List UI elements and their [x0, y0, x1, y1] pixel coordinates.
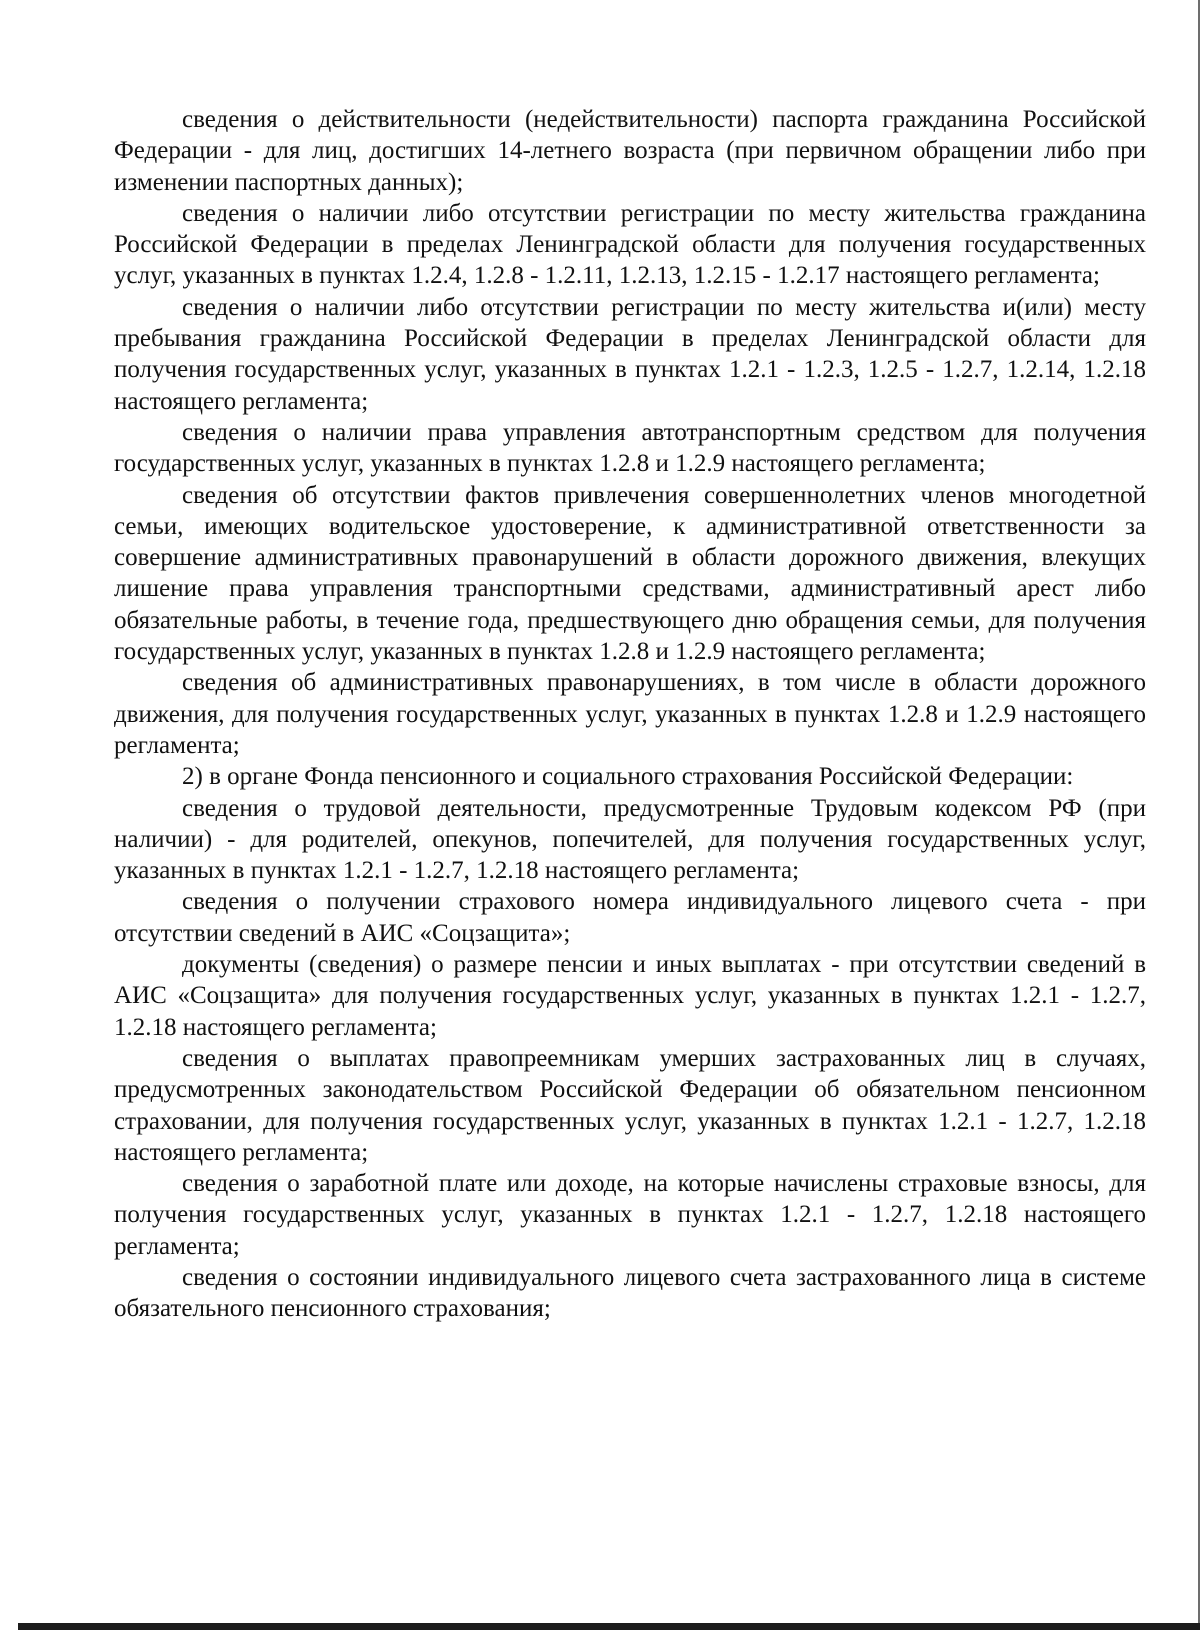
- paragraph-residence-or-stay-registration: сведения о наличии либо отсутствии регистрации по месту жительства и(или) месту пребывания гражданина Российской Федерации в пределах Ленинградской области для получения государственных услуг, указанных в пунктах 1.2.1 - 1.2.3, 1.2.5 - 1.2.7, 1.2.14, 1.2.18 настоящего регламента;: [114, 293, 1146, 415]
- paragraph-no-administrative-liability: сведения об отсутствии фактов привлечения совершеннолетних членов многодетной семьи, имеющих водительское удостоверение, к административной ответственности за совершение административных правонарушений в области дорожного движения, влекущих лишение права управления транспортными средствами, административный арест либо обязательные работы, в течение года, предшествующего дню обращения семьи, для получения государственных услуг, указанных в пунктах 1.2.8 и 1.2.9 настоящего регламента;: [114, 481, 1146, 666]
- paragraph-salary-income: сведения о заработной плате или доходе, на которые начислены страховые взносы, для получения государственных услуг, указанных в пунктах 1.2.1 - 1.2.7, 1.2.18 настоящего регламента;: [114, 1170, 1146, 1260]
- paragraph-pension-fund-heading: 2) в органе Фонда пенсионного и социального страхования Российской Федерации:: [182, 763, 1074, 791]
- paragraph-labor-activity: сведения о трудовой деятельности, предусмотренные Трудовым кодексом РФ (при наличии) - для родителей, опекунов, попечителей, для получения государственных услуг, указанных в пунктах 1.2.1 - 1.2.7, 1.2.18 настоящего регламента;: [114, 794, 1146, 885]
- paragraph-driving-right: сведения о наличии права управления автотранспортным средством для получения государственных услуг, указанных в пунктах 1.2.8 и 1.2.9 настоящего регламента;: [114, 418, 1146, 478]
- paragraph-successor-payments: сведения о выплатах правопреемникам умерших застрахованных лиц в случаях, предусмотренных законодательством Российской Федерации об обязательном пенсионном страховании, для получения государственных услуг, указанных в пунктах 1.2.1 - 1.2.7, 1.2.18 настоящего регламента;: [114, 1044, 1146, 1166]
- paragraph-pension-size: документы (сведения) о размере пенсии и иных выплатах - при отсутствии сведений в АИС «Соцзащита» для получения государственных услуг, указанных в пунктах 1.2.1 - 1.2.7, 1.2.18 настоящего регламента;: [114, 951, 1146, 1041]
- document-body: [114, 104, 1146, 1325]
- paragraph-administrative-offenses: сведения об административных правонарушениях, в том числе в области дорожного движения, для получения государственных услуг, указанных в пунктах 1.2.8 и 1.2.9 настоящего регламента;: [114, 669, 1146, 759]
- paragraph-residence-registration: сведения о наличии либо отсутствии регистрации по месту жительства гражданина Российской Федерации в пределах Ленинградской области для получения государственных услуг, указанных в пунктах 1.2.4, 1.2.8 - 1.2.11, 1.2.13, 1.2.15 - 1.2.17 настоящего регламента;: [114, 199, 1146, 290]
- paragraph-passport-validity: сведения о действительности (недействительности) паспорта гражданина Российской Федерации - для лиц, достигших 14-летнего возраста (при первичном обращении либо при изменении паспортных данных);: [114, 106, 1146, 196]
- paragraph-insurance-number: сведения о получении страхового номера индивидуального лицевого счета - при отсутствии сведений в АИС «Соцзащита»;: [114, 888, 1146, 947]
- scan-edge-bottom: [18, 1623, 1200, 1630]
- paragraph-personal-account-status: сведения о состоянии индивидуального лицевого счета застрахованного лица в системе обязательного пенсионного страхования;: [114, 1263, 1146, 1323]
